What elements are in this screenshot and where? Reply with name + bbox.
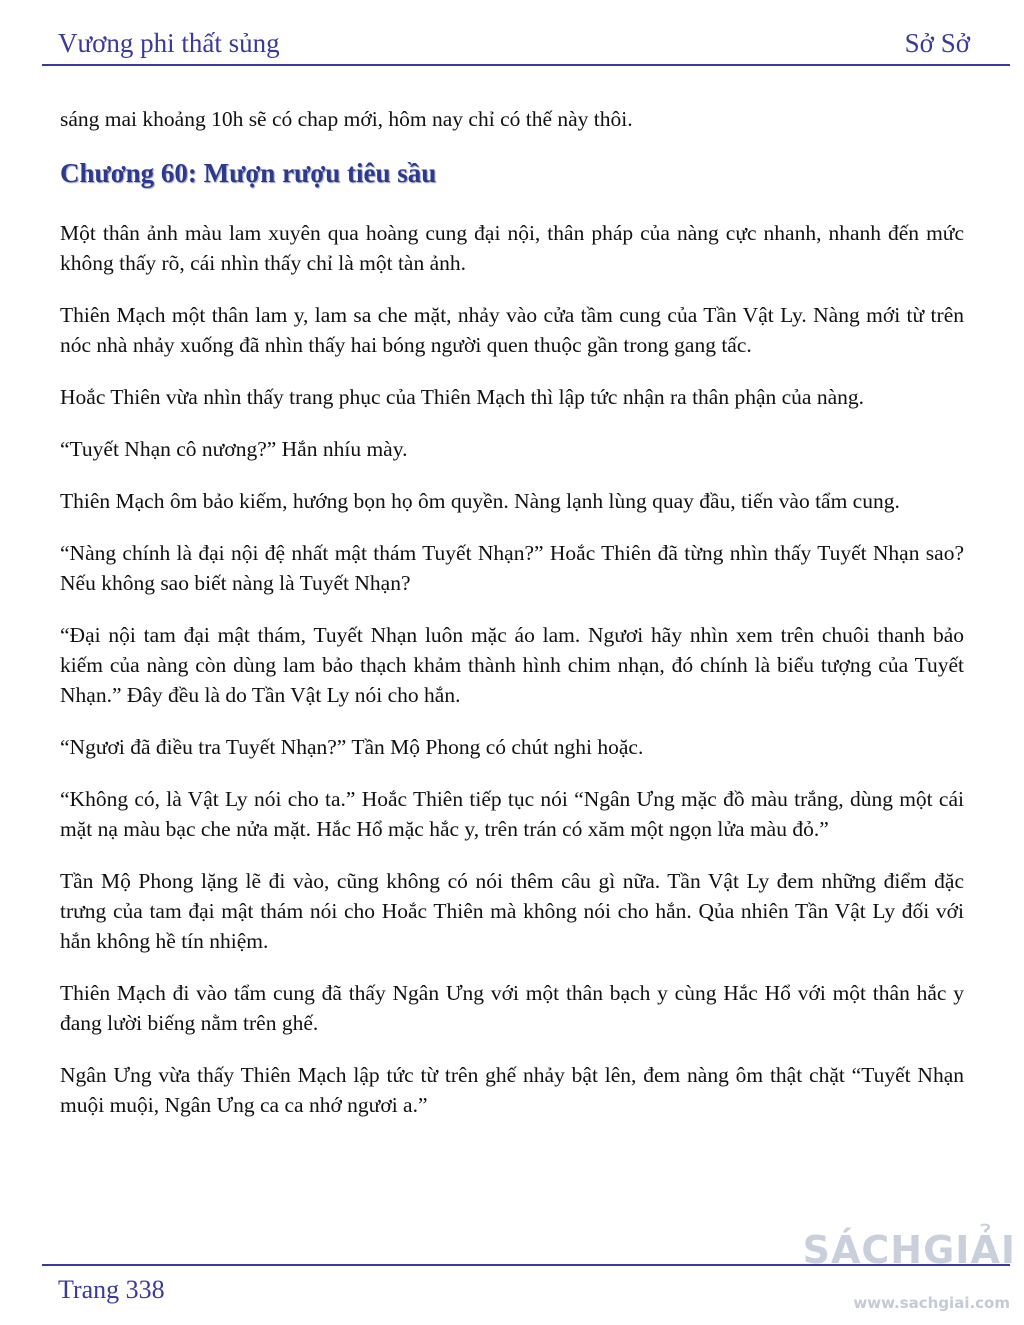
author-name: Sở Sở xyxy=(904,28,970,58)
paragraph: “Tuyết Nhạn cô nương?” Hắn nhíu mày. xyxy=(60,437,408,461)
watermark-logo: SÁCHGIẢI xyxy=(802,1228,1016,1272)
page-header xyxy=(58,22,970,64)
watermark xyxy=(802,1228,1016,1318)
paragraph: “Ngươi đã điều tra Tuyết Nhạn?” Tần Mộ Phong có chút nghi hoặc. xyxy=(60,735,644,759)
paragraph: “Đại nội tam đại mật thám, Tuyết Nhạn luôn mặc áo lam. Ngươi hãy nhìn xem trên chuôi thanh bảo kiếm của nàng còn dùng lam bảo thạch khảm thành hình chim nhạn, đó chính là biểu tượng của Tuyết Nhạn.” Đây đều là do Tần Vật Ly nói cho hắn. xyxy=(60,623,964,707)
book-title: Vương phi thất sủng xyxy=(58,28,280,58)
paragraph: Một thân ảnh màu lam xuyên qua hoàng cung đại nội, thân pháp của nàng cực nhanh, nhanh đến mức không thấy rõ, cái nhìn thấy chỉ là một tàn ảnh. xyxy=(60,221,964,275)
paragraph: Tần Mộ Phong lặng lẽ đi vào, cũng không có nói thêm câu gì nữa. Tần Vật Ly đem những điểm đặc trưng của tam đại mật thám nói cho Hoắc Thiên mà không nói cho hắn. Qủa nhiên Tần Vật Ly đối với hắn không hề tín nhiệm. xyxy=(60,869,964,953)
paragraph: Thiên Mạch một thân lam y, lam sa che mặt, nhảy vào cửa tầm cung của Tần Vật Ly. Nàng mới từ trên nóc nhà nhảy xuống đã nhìn thấy hai bóng người quen thuộc gần trong gang tấc. xyxy=(60,303,964,357)
paragraph: Thiên Mạch đi vào tẩm cung đã thấy Ngân Ưng với một thân bạch y cùng Hắc Hổ với một thân hắc y đang lười biếng nằm trên ghế. xyxy=(60,981,964,1035)
paragraph: Ngân Ưng vừa thấy Thiên Mạch lập tức từ trên ghế nhảy bật lên, đem nàng ôm thật chặt “Tuyết Nhạn muội muội, Ngân Ưng ca ca nhớ ngươi a.” xyxy=(60,1063,964,1117)
header-divider xyxy=(42,64,1010,66)
chapter-title: Chương 60: Mượn rượu tiêu sầu xyxy=(60,158,437,188)
paragraph: “Không có, là Vật Ly nói cho ta.” Hoắc Thiên tiếp tục nói “Ngân Ưng mặc đồ màu trắng, dùng một cái mặt nạ màu bạc che nửa mặt. Hắc Hổ mặc hắc y, trên trán có xăm một ngọn lửa màu đỏ.” xyxy=(60,787,964,841)
paragraph: Thiên Mạch ôm bảo kiếm, hướng bọn họ ôm quyền. Nàng lạnh lùng quay đầu, tiến vào tẩm cung. xyxy=(60,489,900,513)
page-body xyxy=(60,104,964,1142)
paragraph: Hoắc Thiên vừa nhìn thấy trang phục của Thiên Mạch thì lập tức nhận ra thân phận của nàng. xyxy=(60,385,865,409)
intro-note: sáng mai khoảng 10h sẽ có chap mới, hôm nay chỉ có thế này thôi. xyxy=(60,107,633,131)
watermark-url: www.sachgiai.com xyxy=(853,1294,1010,1312)
page-number: Trang 338 xyxy=(58,1275,165,1304)
paragraph: “Nàng chính là đại nội đệ nhất mật thám Tuyết Nhạn?” Hoắc Thiên đã từng nhìn thấy Tuyết Nhạn sao? Nếu không sao biết nàng là Tuyết Nhạn? xyxy=(60,541,964,595)
